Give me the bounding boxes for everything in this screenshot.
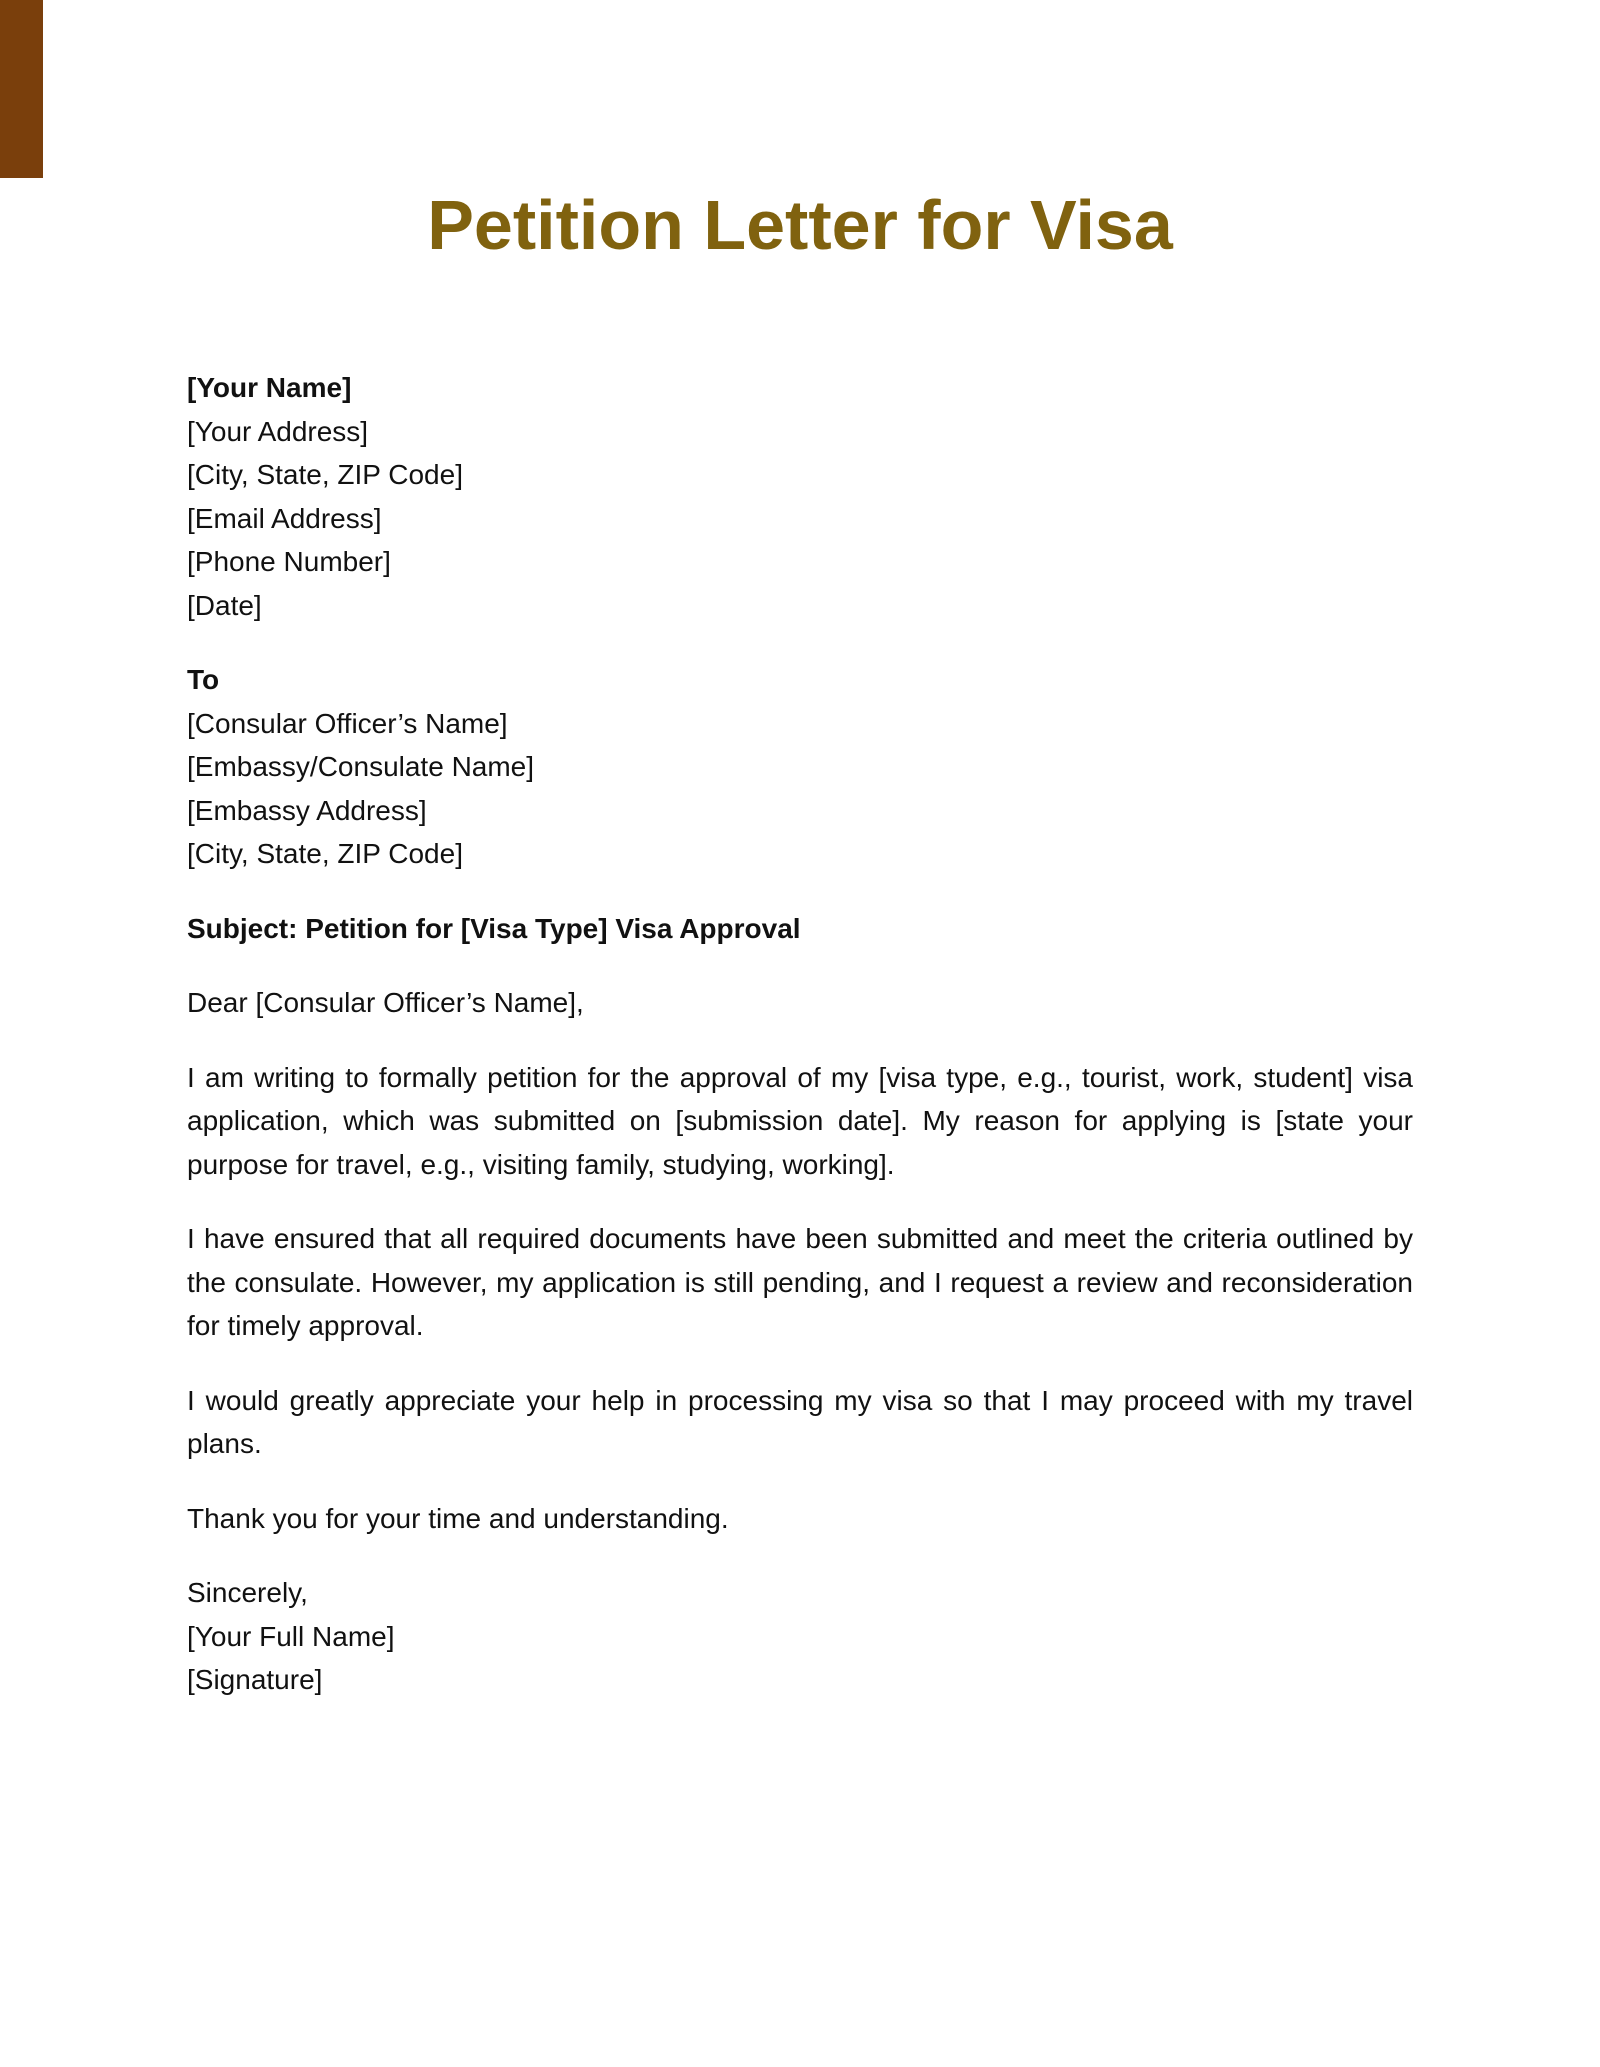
page-title: Petition Letter for Visa <box>427 186 1173 264</box>
corner-accent-bar <box>0 0 43 178</box>
closing-signature: [Signature] <box>187 1664 323 1695</box>
recipient-officer-name: [Consular Officer’s Name] <box>187 707 508 739</box>
subject-text: Subject: Petition for [Visa Type] Visa Approval <box>187 912 801 944</box>
recipient-embassy-name: [Embassy/Consulate Name] <box>187 751 535 782</box>
body-paragraph-4: Thank you for your time and understanding. <box>187 1502 729 1534</box>
body-paragraph-2: I have ensured that all required documents have been submitted and meet the criteria outlined by the consulate. However, my application is still pending, and I request a review and reconsideration for timely approval. <box>187 1223 1413 1341</box>
recipient-block <box>187 658 1413 876</box>
sender-phone: [Phone Number] <box>187 546 391 577</box>
sender-name: [Your Name] <box>187 372 352 403</box>
letter-body <box>187 366 1413 1733</box>
salutation <box>187 981 1413 1025</box>
salutation-text: Dear [Consular Officer’s Name], <box>187 987 584 1018</box>
closing-valediction: Sincerely, <box>187 1577 308 1608</box>
body-paragraph-3: I would greatly appreciate your help in processing my visa so that I may proceed with my travel plans. <box>187 1384 1413 1459</box>
letter-date: [Date] <box>187 589 262 621</box>
recipient-city-state-zip: [City, State, ZIP Code] <box>187 838 463 869</box>
sender-city-state-zip: [City, State, ZIP Code] <box>187 459 463 490</box>
closing-block <box>187 1571 1413 1702</box>
recipient-embassy-address: [Embassy Address] <box>187 794 427 826</box>
closing-full-name: [Your Full Name] <box>187 1620 395 1652</box>
sender-email: [Email Address] <box>187 502 382 534</box>
sender-address: [Your Address] <box>187 415 369 447</box>
sender-block <box>187 366 1413 627</box>
subject-line <box>187 907 1413 951</box>
recipient-heading: To <box>187 664 220 695</box>
body-paragraph-1: I am writing to formally petition for the approval of my [visa type, e.g., tourist, work, student] visa application, which was submitted on [submission date]. My reason for applying is [state your purpose for travel, e.g., visiting family, studying, working]. <box>187 1061 1413 1180</box>
